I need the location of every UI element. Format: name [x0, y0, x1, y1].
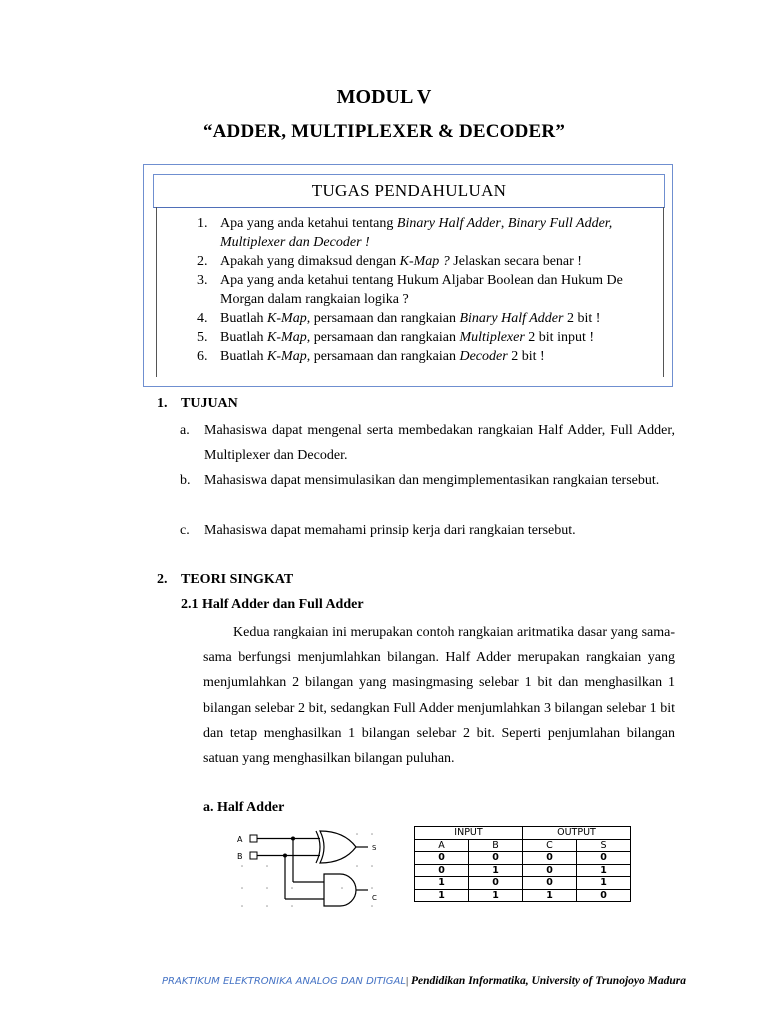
task-heading: TUGAS PENDAHULUAN	[311, 181, 507, 200]
truth-output-header: OUTPUT	[523, 827, 631, 840]
truth-cell: 1	[523, 889, 577, 902]
objective-text: Mahasiswa dapat memahami prinsip kerja dari rangkaian tersebut.	[204, 523, 576, 538]
task-text-part: Apakah yang dimaksud dengan	[220, 254, 400, 269]
task-text-part: K-Map	[267, 311, 307, 326]
task-number: 1.	[197, 216, 208, 231]
truth-cell: 0	[415, 852, 469, 865]
task-text-part: K-Map	[267, 349, 307, 364]
task-box-right-line	[663, 207, 664, 377]
task-text	[220, 271, 660, 309]
task-number: 4.	[197, 311, 208, 326]
task-text-part: Jelaskan secara benar !	[449, 254, 582, 269]
truth-cell: 0	[469, 852, 523, 865]
task-text-part: 2 bit input !	[524, 330, 595, 345]
truth-cell: 0	[577, 889, 631, 902]
objective-text: Mahasiswa dapat mensimulasikan dan mengimplementasikan rangkaian tersebut.	[204, 473, 660, 488]
theory-paragraph: Kedua rangkaian ini merupakan contoh rangkaian aritmatika dasar yang sama-sama berfungsi menjumlahkan bilangan. Half Adder merupakan rangkaian yang menjumlahkan 2 bilangan yang masingmasing selebar 1 bit dan menghasilkan 1 bilangan selebar 2 bit, sedangkan Full Adder menjumlahkan 3 bilangan selebar 1 bit dan tetap menghasilkan 1 bilangan selebar 2 bit. Seperti penjumlahan bilangan satuan yang menghasilkan bilangan puluhan.	[203, 625, 675, 767]
circuit-output-s-label: S	[372, 844, 377, 852]
subsection-heading: 2.1 Half Adder dan Full Adder	[181, 597, 364, 612]
objective-item	[180, 468, 675, 493]
section-number: 1.	[157, 396, 168, 411]
page-footer	[162, 975, 686, 987]
circuit-input-b-label: B	[237, 852, 243, 861]
task-text-part: K-Map ?	[399, 254, 450, 269]
circuit-output-c-label: C	[372, 894, 377, 902]
table-row	[415, 889, 631, 902]
truth-cell: 1	[415, 889, 469, 902]
circuit-input-a-label: A	[237, 835, 243, 844]
section-number: 2.	[157, 572, 168, 587]
section-title: TEORI SINGKAT	[181, 572, 294, 587]
task-text-part: K-Map	[267, 330, 307, 345]
task-text-part: Binary Half Adder	[396, 216, 501, 231]
truth-col-header: S	[577, 839, 631, 852]
truth-cell: 0	[523, 852, 577, 865]
task-number: 5.	[197, 330, 208, 345]
task-text-part: , persamaan dan rangkaian	[306, 311, 460, 326]
and-gate	[324, 874, 356, 906]
module-subtitle: “ADDER, MULTIPLEXER & DECODER”	[202, 121, 566, 142]
half-adder-circuit	[232, 826, 392, 914]
footer-separator: |	[405, 975, 409, 987]
task-text-part: Binary Half Adder	[459, 311, 564, 326]
task-text	[220, 252, 660, 271]
input-a-terminal	[250, 835, 257, 842]
task-text-part: , persamaan dan rangkaian	[306, 349, 460, 364]
task-box-left-line	[156, 207, 157, 377]
truth-col-header: A	[415, 839, 469, 852]
objective-item	[180, 518, 675, 543]
objective-letter: c.	[180, 523, 190, 538]
objective-text: Mahasiswa dapat mengenal serta membedakan rangkaian Half Adder, Full Adder, Multiplexer dan Decoder.	[204, 423, 675, 463]
task-text-part: ,	[500, 216, 508, 231]
objective-letter: a.	[180, 423, 190, 438]
truth-cell: 0	[577, 852, 631, 865]
xor-extra-arc	[316, 831, 320, 863]
truth-cell: 1	[469, 864, 523, 877]
objective-item	[180, 418, 675, 468]
task-text-part: 2 bit !	[507, 349, 545, 364]
table-row	[415, 877, 631, 890]
task-text-part: , persamaan dan rangkaian	[306, 330, 460, 345]
module-title: MODUL V	[336, 86, 432, 108]
truth-cell: 1	[577, 877, 631, 890]
footer-institution: Pendidikan Informatika, University of Trunojoyo Madura	[408, 975, 686, 987]
table-row	[415, 864, 631, 877]
truth-col-header: C	[523, 839, 577, 852]
objective-letter: b.	[180, 473, 191, 488]
task-text	[220, 328, 660, 347]
task-text-part: Decoder	[459, 349, 508, 364]
truth-cell: 1	[577, 864, 631, 877]
truth-cell: 0	[523, 864, 577, 877]
truth-cell: 0	[469, 877, 523, 890]
task-number: 3.	[197, 273, 208, 288]
half-adder-label: a. Half Adder	[203, 800, 285, 815]
task-heading-box	[153, 174, 665, 208]
task-text-part: Multiplexer	[459, 330, 525, 345]
task-number: 2.	[197, 254, 208, 269]
truth-cell: 1	[469, 889, 523, 902]
truth-cell: 1	[415, 877, 469, 890]
task-text-part: Apa yang anda ketahui tentang	[220, 216, 397, 231]
footer-course: PRAKTIKUM ELEKTRONIKA ANALOG DAN DITIGAL	[162, 976, 406, 987]
task-text	[220, 214, 660, 252]
task-text-part: Buatlah	[220, 330, 268, 345]
task-text-part: Binary Full Adder, Multiplexer dan Decoder !	[220, 216, 613, 250]
task-text	[220, 347, 660, 366]
task-text	[220, 309, 660, 328]
task-text-part: Buatlah	[220, 349, 268, 364]
section-title: TUJUAN	[181, 396, 238, 411]
half-adder-truth-table	[414, 826, 631, 902]
truth-input-header: INPUT	[415, 827, 523, 840]
truth-col-header: B	[469, 839, 523, 852]
xor-gate	[320, 831, 356, 863]
truth-cell: 0	[415, 864, 469, 877]
input-b-terminal	[250, 852, 257, 859]
task-text-part: Apa yang anda ketahui tentang Hukum Aljabar Boolean dan Hukum De Morgan dalam rangkaian logika ?	[220, 273, 623, 307]
task-text-part: 2 bit !	[563, 311, 601, 326]
task-number: 6.	[197, 349, 208, 364]
truth-cell: 0	[523, 877, 577, 890]
task-text-part: Buatlah	[220, 311, 268, 326]
table-row	[415, 852, 631, 865]
